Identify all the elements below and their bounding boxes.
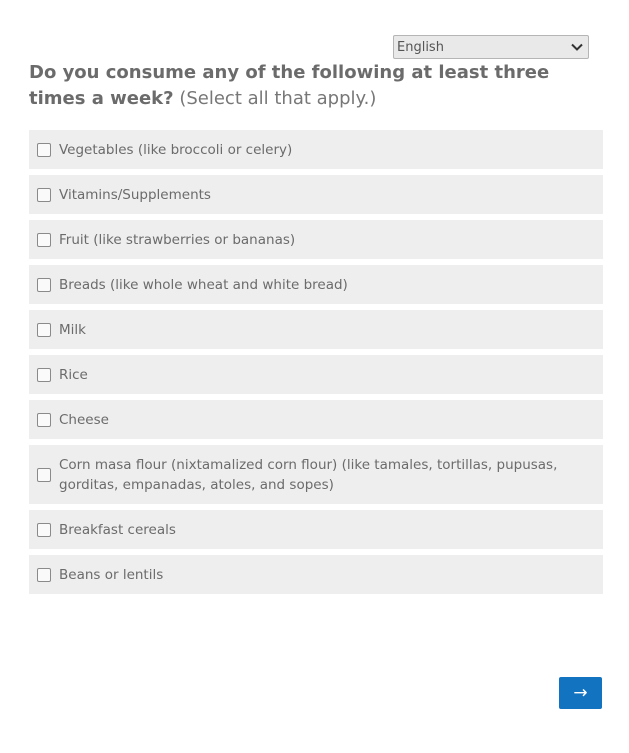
- question-hint: (Select all that apply.): [179, 88, 377, 109]
- option-label: Breads (like whole wheat and white bread): [59, 276, 348, 293]
- checkbox[interactable]: [37, 143, 51, 157]
- chevron-down-icon: [570, 40, 584, 54]
- option-label: Corn masa flour (nixtamalized corn flour) (like tamales, tortillas, pupusas, gorditas, empanadas, atoles, and sopes): [59, 456, 558, 493]
- question-title: [29, 60, 604, 112]
- option-label: Rice: [59, 366, 88, 383]
- option-label: Cheese: [59, 411, 109, 428]
- option-label: Fruit (like strawberries or bananas): [59, 231, 296, 248]
- option-breads[interactable]: [29, 265, 603, 304]
- checkbox[interactable]: [37, 468, 51, 482]
- option-milk[interactable]: [29, 310, 603, 349]
- option-label: Vitamins/Supplements: [59, 186, 211, 203]
- option-label: Beans or lentils: [59, 566, 164, 583]
- checkbox[interactable]: [37, 233, 51, 247]
- option-label: Milk: [59, 321, 86, 338]
- option-label: Vegetables (like broccoli or celery): [59, 141, 293, 158]
- answer-options: [29, 130, 603, 600]
- option-label: Breakfast cereals: [59, 521, 176, 538]
- checkbox[interactable]: [37, 323, 51, 337]
- checkbox[interactable]: [37, 568, 51, 582]
- option-beans-lentils[interactable]: [29, 555, 603, 594]
- option-fruit[interactable]: [29, 220, 603, 259]
- option-breakfast-cereals[interactable]: [29, 510, 603, 549]
- checkbox[interactable]: [37, 413, 51, 427]
- language-select-value: English: [397, 39, 444, 55]
- checkbox[interactable]: [37, 523, 51, 537]
- option-rice[interactable]: [29, 355, 603, 394]
- option-cheese[interactable]: [29, 400, 603, 439]
- question-text: Do you consume any of the following at least three times a week?: [29, 62, 550, 109]
- option-vegetables[interactable]: [29, 130, 603, 169]
- option-corn-masa-flour[interactable]: [29, 445, 603, 504]
- option-vitamins-supplements[interactable]: [29, 175, 603, 214]
- checkbox[interactable]: [37, 368, 51, 382]
- checkbox[interactable]: [37, 188, 51, 202]
- next-button[interactable]: [559, 677, 602, 709]
- checkbox[interactable]: [37, 278, 51, 292]
- arrow-right-icon: →: [573, 683, 588, 703]
- language-select[interactable]: [393, 35, 589, 59]
